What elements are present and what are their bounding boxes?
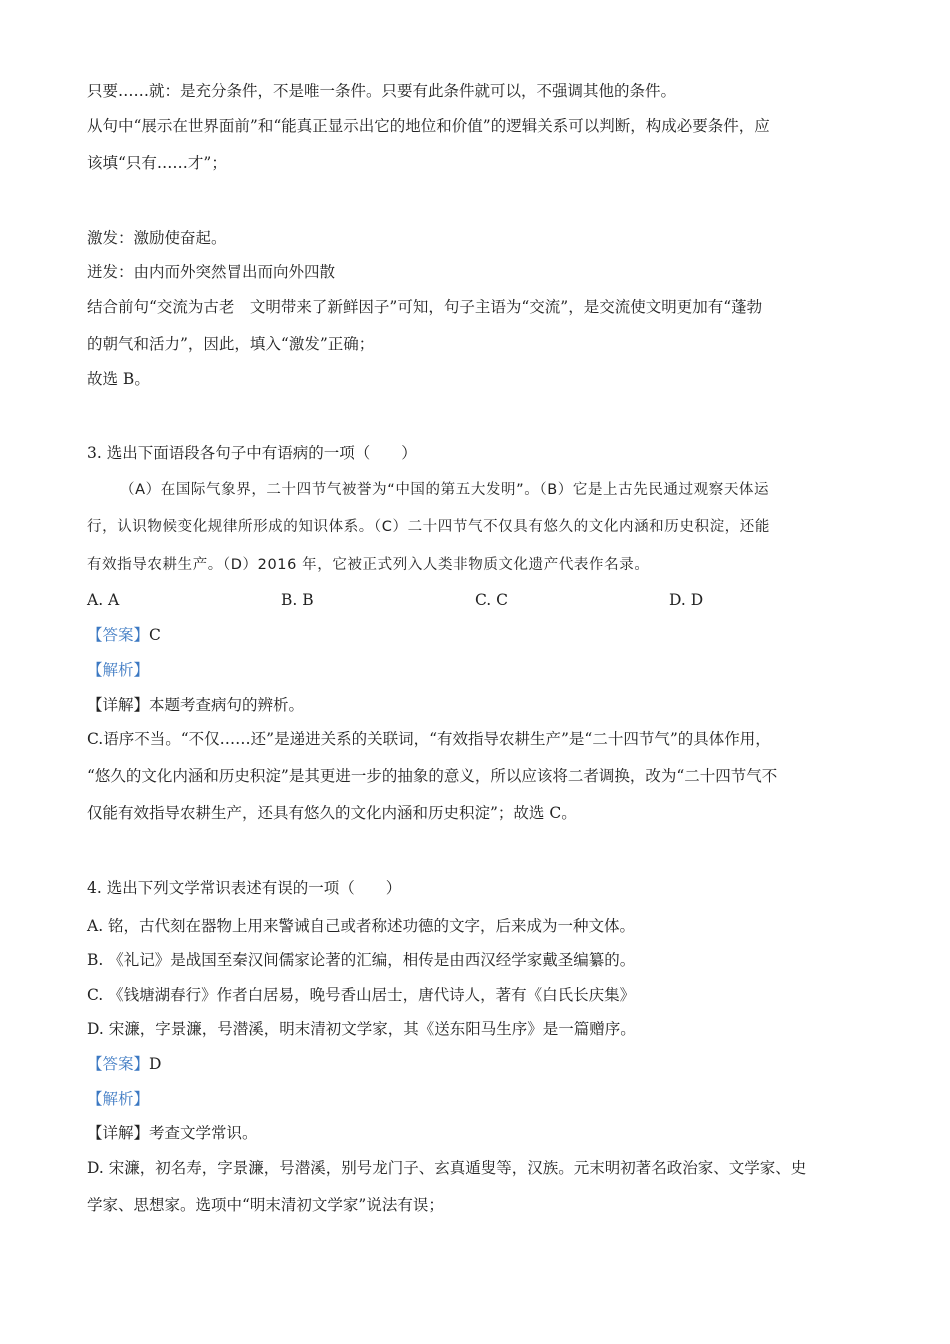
detail-line: 【详解】本题考查病句的辨析。 [87, 696, 305, 714]
question-3-passage: 行，认识物候变化规律所形成的知识体系。（C）二十四节气不仅具有悠久的文化内涵和历史积淀，还能 [87, 519, 770, 535]
answer-value: D [149, 1055, 162, 1073]
option-c: C. C [475, 591, 509, 609]
explanation-line: C.语序不当。“不仅……还”是递进关系的关联词，“有效指导农耕生产”是“二十四节气”的具体作用， [87, 730, 771, 748]
option-a: A. A [87, 591, 120, 609]
option-b: B. 《礼记》是战国至秦汉间儒家论著的汇编，相传是由西汉经学家戴圣编纂的。 [87, 951, 636, 969]
option-a: A. 铭，古代刻在器物上用来警诫自己或者称述功德的文字，后来成为一种文体。 [87, 917, 636, 935]
text-line: 故选 B。 [87, 370, 150, 388]
question-3-stem: 3. 选出下面语段各句子中有语病的一项（ ） [87, 444, 417, 462]
option-b: B. B [281, 591, 314, 609]
text-line: 只要……就：是充分条件，不是唯一条件。只要有此条件就可以，不强调其他的条件。 [87, 82, 677, 100]
text-line: 该填“只有……才”； [87, 154, 227, 172]
detail-line: 【详解】考查文学常识。 [87, 1124, 258, 1142]
explanation-line: D. 宋濂，初名寿，字景濂，号潜溪，别号龙门子、玄真遁叟等，汉族。元末明初著名政治家、文学家、史 [87, 1159, 807, 1177]
answer-line [87, 1054, 161, 1074]
answer-line [87, 625, 161, 645]
option-d: D. 宋濂，字景濂，号潜溪，明末清初文学家，其《送东阳马生序》是一篇赠序。 [87, 1020, 636, 1038]
text-line: 激发：激励使奋起。 [87, 229, 227, 247]
text-line: 迸发：由内而外突然冒出而向外四散 [87, 263, 336, 281]
question-3-passage: （A）在国际气象界，二十四节气被誉为“中国的第五大发明”。（B）它是上古先民通过观察天体运 [120, 482, 770, 498]
analysis-label: 【解析】 [87, 1090, 150, 1108]
analysis-label: 【解析】 [87, 661, 150, 679]
text-line: 结合前句“交流为古老 文明带来了新鲜因子”可知，句子主语为“交流”，是交流使文明更加有“蓬勃 [87, 298, 763, 316]
text-line: 从句中“展示在世界面前”和“能真正显示出它的地位和价值”的逻辑关系可以判断，构成必要条件，应 [87, 117, 770, 135]
question-3-passage: 有效指导农耕生产。（D）2016 年，它被正式列入人类非物质文化遗产代表作名录。 [87, 557, 650, 573]
option-c: C. 《钱塘湖春行》作者白居易，晚号香山居士，唐代诗人，著有《白氏长庆集》 [87, 986, 636, 1004]
explanation-line: “悠久的文化内涵和历史积淀”是其更进一步的抽象的意义，所以应该将二者调换，改为“二十四节气不 [87, 767, 778, 785]
explanation-line: 仅能有效指导农耕生产，还具有悠久的文化内涵和历史积淀”；故选 C。 [87, 804, 577, 822]
answer-value: C [149, 626, 161, 644]
explanation-line: 学家、思想家。选项中“明末清初文学家”说法有误； [87, 1196, 444, 1214]
question-4-stem: 4. 选出下列文学常识表述有误的一项（ ） [87, 879, 402, 897]
answer-label: 【答案】 [87, 1055, 150, 1073]
answer-label: 【答案】 [87, 626, 150, 644]
text-line: 的朝气和活力”，因此，填入“激发”正确； [87, 335, 375, 353]
option-d: D. D [669, 591, 704, 609]
